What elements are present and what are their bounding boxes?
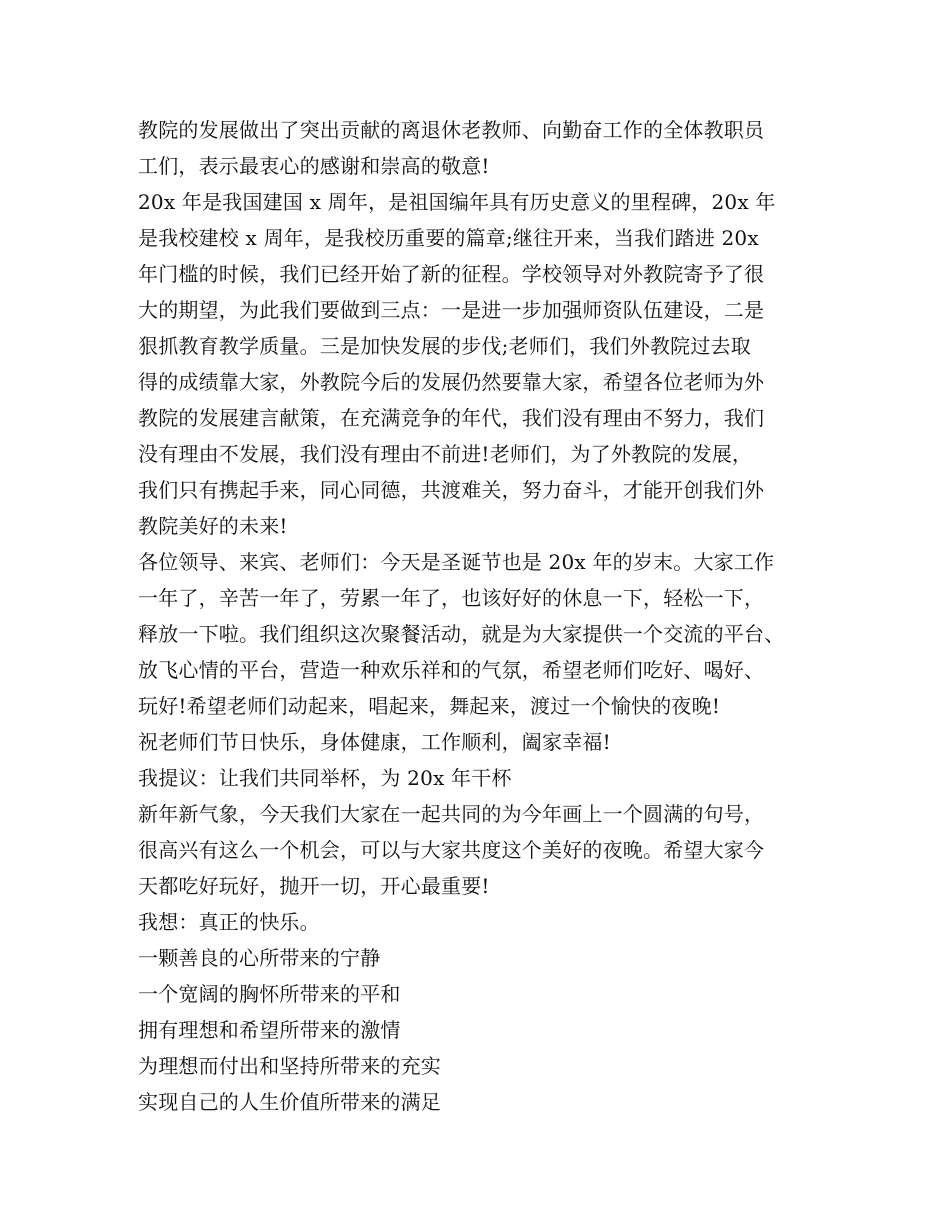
text-line: 20x 年是我国建国 x 周年，是祖国编年具有历史意义的里程碑，20x 年 [138, 190, 776, 214]
text-line: 年门槛的时候，我们已经开始了新的征程。学校领导对外教院寄予了很 [138, 262, 765, 286]
text-line: 玩好!希望老师们动起来，唱起来，舞起来，渡过一个愉快的夜晚! [138, 694, 721, 718]
text-line: 我提议：让我们共同举杯，为 20x 年干杯 [138, 766, 512, 790]
text-line: 祝老师们节日快乐，身体健康，工作顺利，阖家幸福! [138, 730, 611, 754]
text-line: 得的成绩靠大家，外教院今后的发展仍然要靠大家，希望各位老师为外 [138, 370, 765, 394]
text-line: 教院的发展做出了突出贡献的离退休老教师、向勤奋工作的全体教职员 [138, 118, 765, 142]
text-line: 一颗善良的心所带来的宁静 [138, 946, 381, 970]
text-line: 狠抓教育教学质量。三是加快发展的步伐;老师们，我们外教院过去取 [138, 334, 751, 358]
text-line: 我想：真正的快乐。 [138, 910, 320, 934]
text-line: 我们只有携起手来，同心同德，共渡难关，努力奋斗，才能开创我们外 [138, 478, 765, 502]
text-line: 没有理由不发展，我们没有理由不前进!老师们，为了外教院的发展， [138, 442, 753, 466]
text-line: 教院美好的未来! [138, 514, 288, 538]
text-line: 新年新气象，今天我们大家在一起共同的为今年画上一个圆满的句号， [138, 802, 765, 826]
document-body [138, 112, 828, 1120]
text-line: 工们，表示最衷心的感谢和崇高的敬意! [138, 154, 490, 178]
text-line: 拥有理想和希望所带来的激情 [138, 1018, 401, 1042]
text-line: 是我校建校 x 周年，是我校历重要的篇章;继往开来，当我们踏进 20x [138, 226, 759, 250]
text-line: 放飞心情的平台，营造一种欢乐祥和的气氛，希望老师们吃好、喝好、 [138, 658, 765, 682]
text-line: 一个宽阔的胸怀所带来的平和 [138, 982, 401, 1006]
text-line: 各位领导、来宾、老师们：今天是圣诞节也是 20x 年的岁末。大家工作 [138, 550, 775, 574]
text-line: 很高兴有这么一个机会，可以与大家共度这个美好的夜晚。希望大家今 [138, 838, 765, 862]
text-line: 为理想而付出和坚持所带来的充实 [138, 1054, 441, 1078]
text-line: 释放一下啦。我们组织这次聚餐活动，就是为大家提供一个交流的平台、 [138, 622, 785, 646]
text-line: 天都吃好玩好，抛开一切，开心最重要! [138, 874, 490, 898]
text-line: 一年了，辛苦一年了，劳累一年了，也该好好的休息一下，轻松一下， [138, 586, 765, 610]
text-line: 实现自己的人生价值所带来的满足 [138, 1090, 441, 1114]
text-line: 教院的发展建言献策，在充满竞争的年代，我们没有理由不努力，我们 [138, 406, 765, 430]
text-line: 大的期望，为此我们要做到三点：一是进一步加强师资队伍建设，二是 [138, 298, 765, 322]
